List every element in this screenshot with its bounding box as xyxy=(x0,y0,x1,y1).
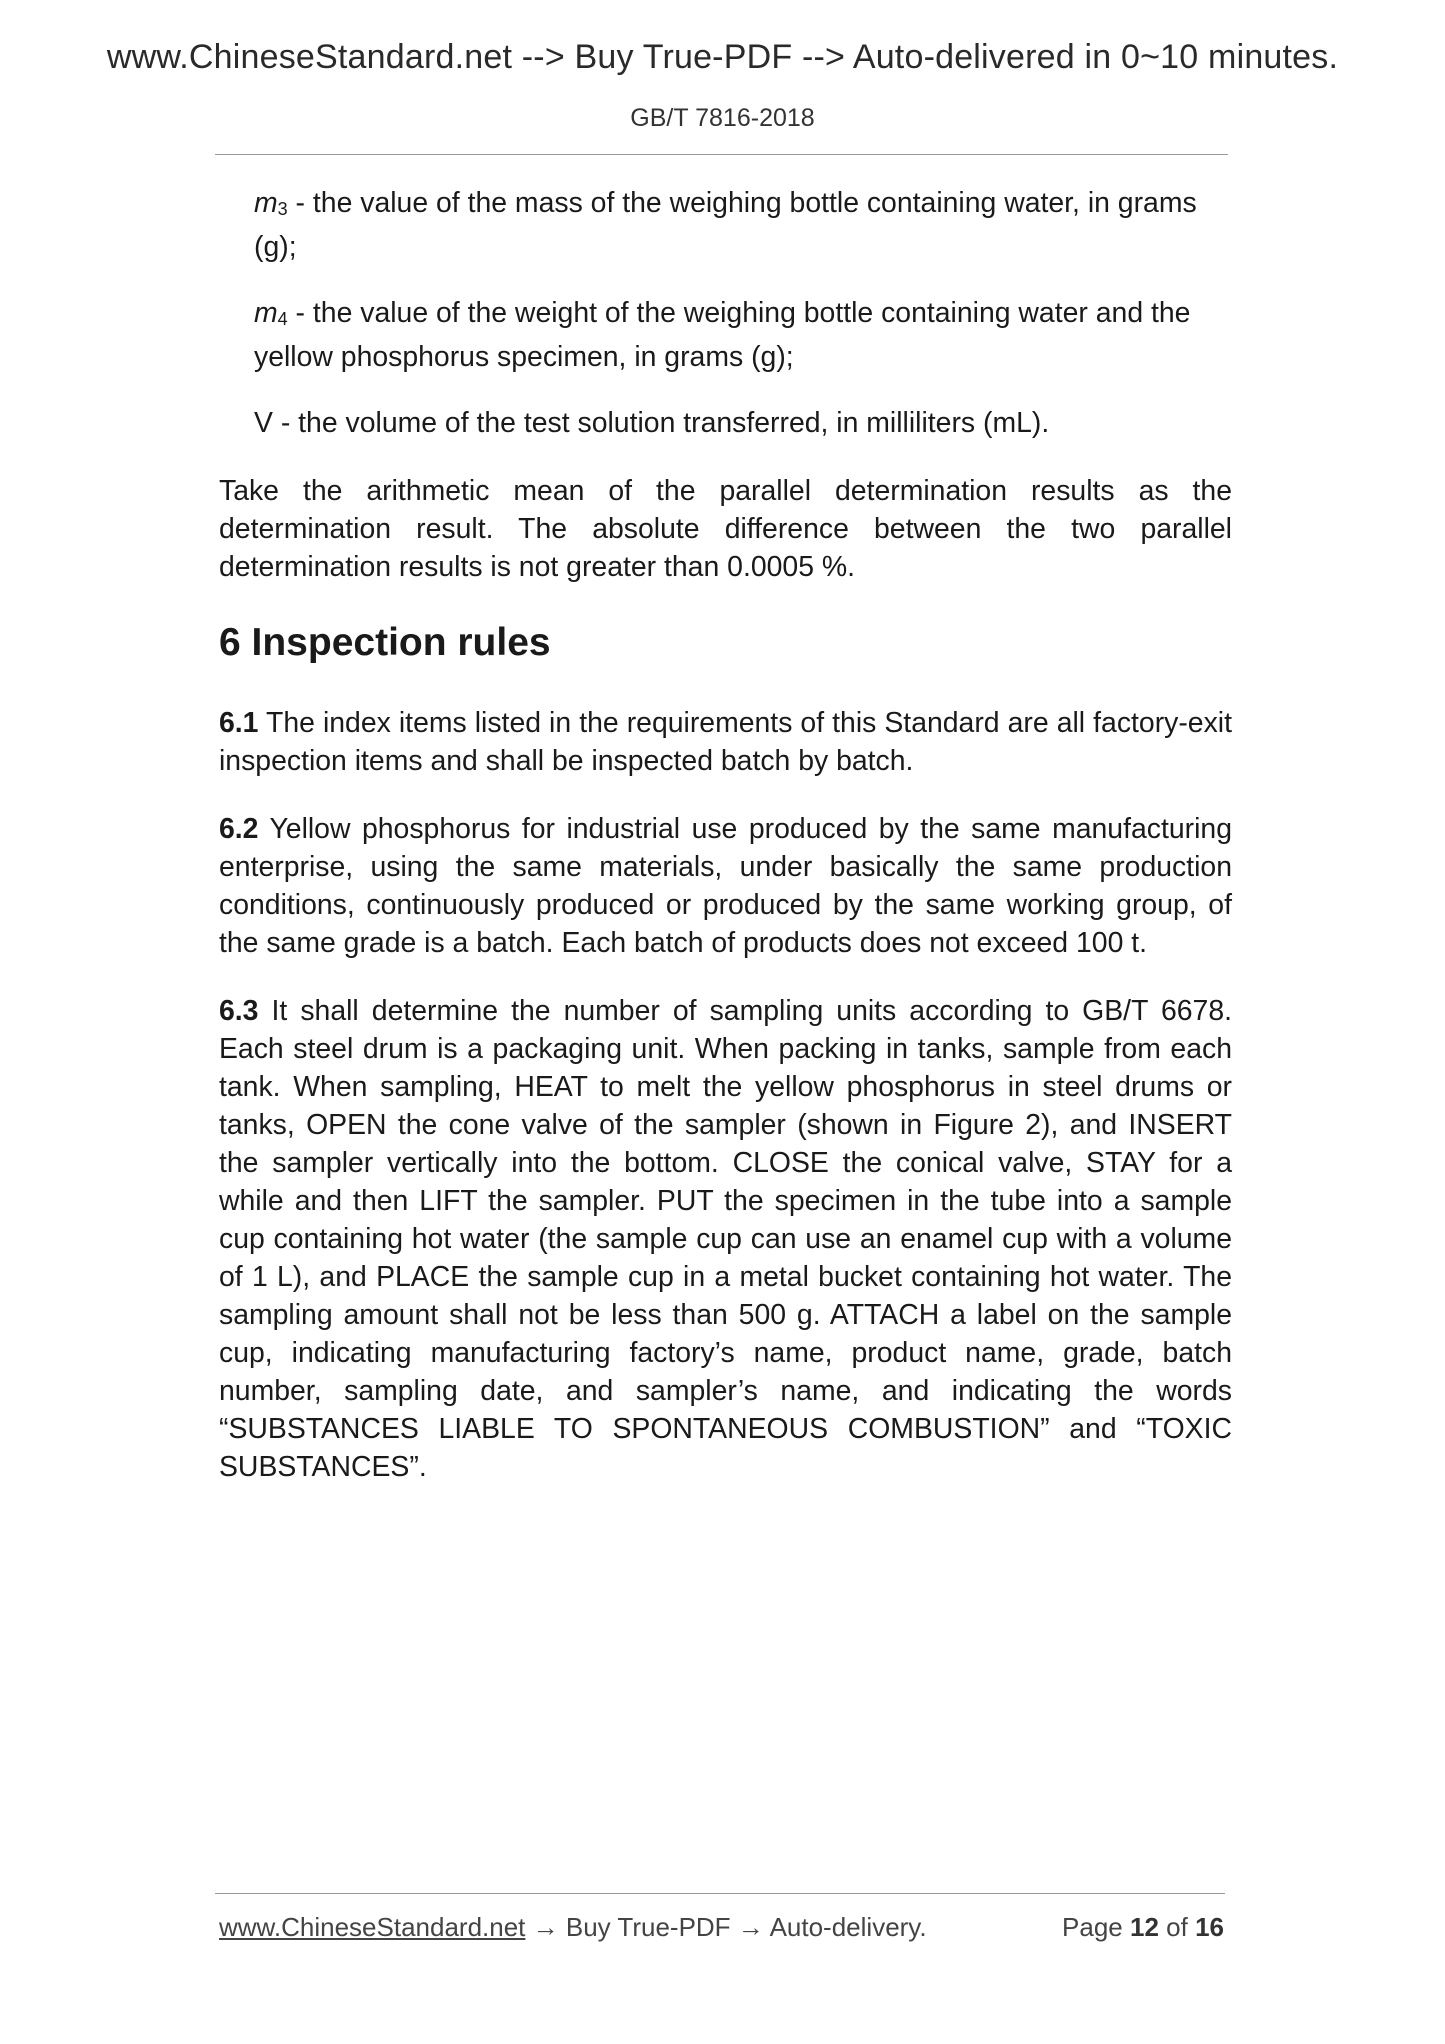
header-divider xyxy=(215,154,1228,155)
definition-v: V - the volume of the test solution transferred, in milliliters (mL). xyxy=(254,407,1050,439)
footer-divider xyxy=(215,1893,1225,1894)
symbol-definitions xyxy=(254,184,1232,442)
site-link[interactable]: www.ChineseStandard.net xyxy=(219,1912,526,1942)
definition-m4: $m_4$ - the value of the weight of the weighing bottle containing water and the yellow phosphorus specimen, in grams (g); xyxy=(254,297,1191,373)
definition-m3: $m_3$ - the value of the mass of the weighing bottle containing water, in grams (g); xyxy=(254,187,1197,263)
symbol: $m_3$ xyxy=(254,187,288,219)
footer-promo: www.ChineseStandard.net → Buy True-PDF → Auto-delivery. xyxy=(219,1912,927,1942)
clause-number: 6.2 xyxy=(219,813,259,845)
symbol: $m_4$ xyxy=(254,297,288,329)
clause-6-3: 6.3 It shall determine the number of sampling units according to GB/T 6678. Each steel drum is a packaging unit. When packing in tanks, sample from each tank. When sampling, HEAT to melt the yellow phosphorus in steel drums or tanks, OPEN the cone valve of the sampler (shown in Figure 2), and INSERT the sampler vertically into the bottom. CLOSE the conical valve, STAY for a while and then LIFT the sampler. PUT the specimen in the tube into a sample cup containing hot water (the sample cup can use an enamel cup with a volume of 1 L), and PLACE the sample cup in a metal bucket containing hot water. The sampling amount shall not be less than 500 g. ATTACH a label on the sample cup, indicating manufacturing factory’s name, product name, grade, batch number, sampling date, and sampler’s name, and indicating the words “SUBSTANCES LIABLE TO SPONTANEOUS COMBUSTION” and “TOXIC SUBSTANCES”. xyxy=(219,995,1232,1483)
clause-number: 6.3 xyxy=(219,995,259,1027)
clause-6-2: 6.2 Yellow phosphorus for industrial use produced by the same manufacturing enterprise, using the same materials, under basically the same production conditions, continuously produced or produced by the same working group, of the same grade is a batch. Each batch of products does not exceed 100 t. xyxy=(219,813,1232,959)
result-paragraph: Take the arithmetic mean of the parallel determination results as the determination result. The absolute difference between the two parallel determination results is not greater than 0.0005 %. xyxy=(219,475,1232,583)
top-banner: www.ChineseStandard.net --> Buy True-PDF --> Auto-delivered in 0~10 minutes. xyxy=(106,38,1339,76)
page-content xyxy=(219,184,1232,1516)
page-number: Page 12 of 16 xyxy=(1062,1912,1224,1942)
clause-number: 6.1 xyxy=(219,707,259,739)
section-heading: 6 Inspection rules xyxy=(219,621,551,664)
document-id: GB/T 7816-2018 xyxy=(630,104,815,132)
clause-6-1: 6.1 The index items listed in the requirements of this Standard are all factory-exit inspection items and shall be inspected batch by batch. xyxy=(219,707,1232,777)
